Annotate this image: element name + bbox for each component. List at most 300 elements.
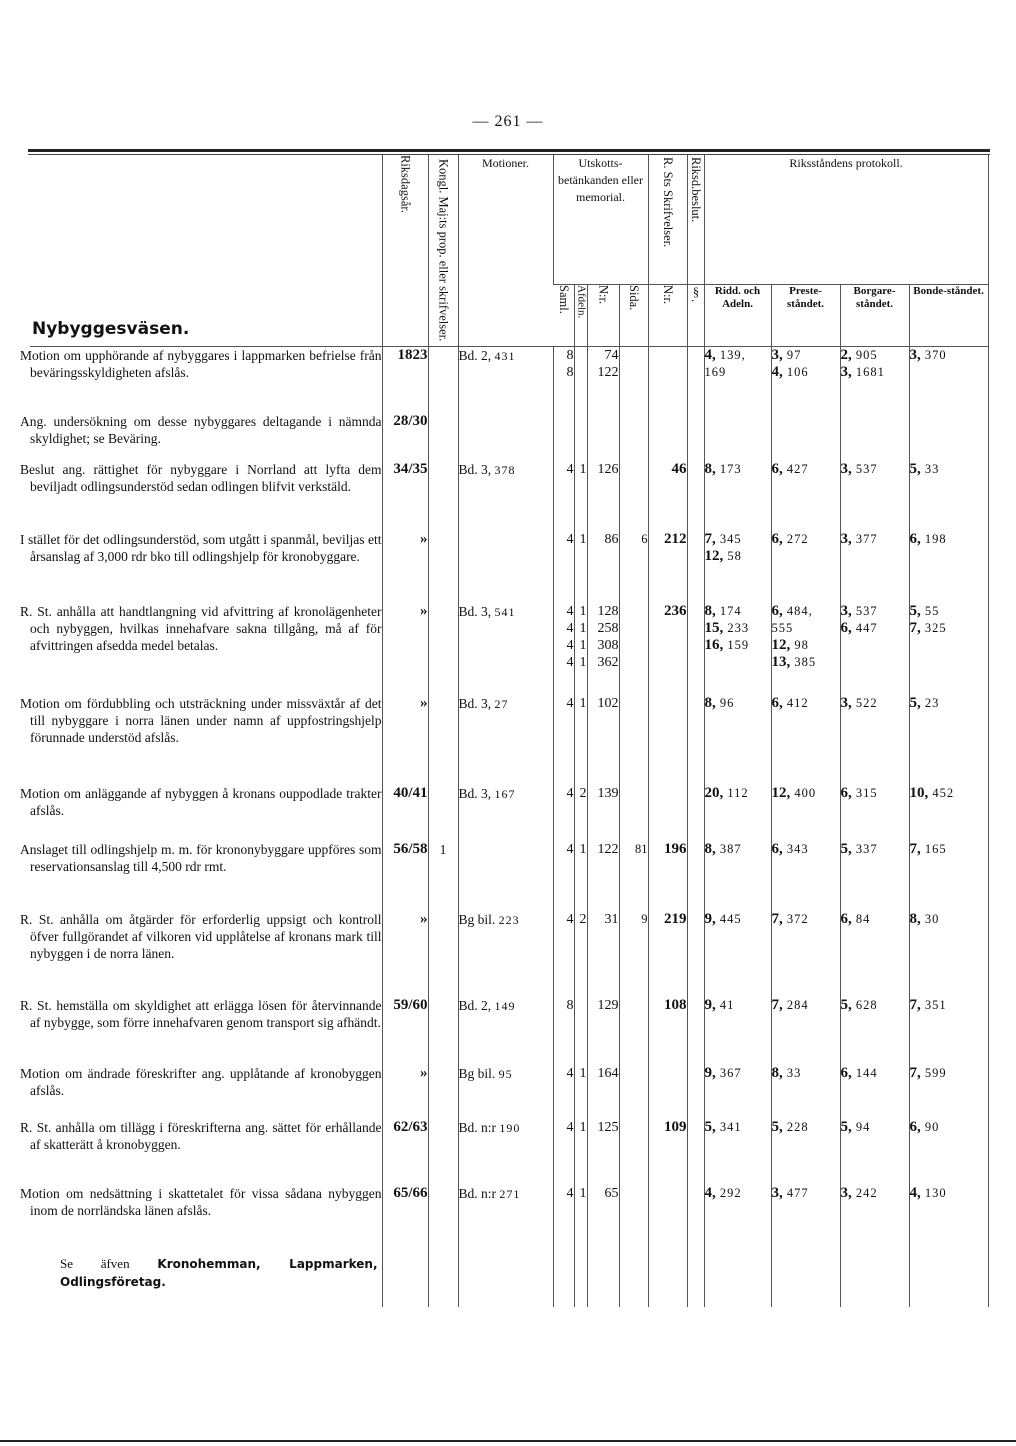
protocol-ref: 5, 628 [840,996,878,1013]
entry-description: R. St. anhålla att handtlangning vid afvittring af kronolägenheter och nybyggen, hvilkas innehafvare sakna tillgång, må af för afvittringen afsedda medel betalas. [20,603,382,653]
sida [619,1119,648,1185]
riksd-beslut [687,1185,704,1247]
saml [553,911,574,997]
empty-cell [840,1247,909,1307]
entry-description: Motion om fördubbling och utsträckning under missväxtår af det till nybyggare i norra länen under namn af uppfostringshjelp förunnade understöd afslås. [20,695,382,745]
kongl-prop [428,461,458,531]
preste-protokoll [771,1119,840,1185]
saml [553,785,574,841]
entry-description: Anslaget till odlingshjelp m. m. för krononybyggare uppföres som reservationsanslag till 4,500 rdr rmt. [20,841,382,874]
saml-value: 4 [566,1185,574,1201]
afdeln [574,413,587,461]
motion-ref: Bd. 3, 167 [458,785,553,841]
table-row [30,413,988,461]
ledger-table [20,155,989,1307]
header-borgare: Borgare-ståndet. [840,285,909,347]
ridd-protokoll [704,413,771,461]
see-also-links[interactable]: Kronohemman, Lappmarken, Odlingsföretag. [60,1256,378,1289]
table-row [30,531,988,603]
entry-description: Beslut ang. rättighet för nybyggare i Norrland att lyfta dem beviljadt odlingsunderstöd sedan odlingen blifvit verkstäld. [20,461,382,494]
empty-cell [619,1247,648,1307]
ridd-protokoll [704,785,771,841]
motion-ref: Bd. 2, 149 [458,997,553,1065]
protocol-ref: 12, 400 [771,784,817,801]
ridd-protokoll [704,695,771,785]
protocol-ref: 6, 484, [771,602,813,619]
protocol-ref: 8, 173 [704,460,742,477]
protocol-ref: 6, 315 [840,784,878,801]
riksdag-year: 28/30 [382,413,428,461]
protocol-ref: 10, 452 [909,784,955,801]
protocol-ref: 6, 272 [771,530,809,547]
saml-value: 4 [566,1119,574,1135]
nr-value: 65 [604,1185,619,1201]
betankande-nr [587,603,619,695]
saml-value: 4 [566,785,574,801]
riksd-beslut [687,531,704,603]
sida [619,997,648,1065]
riksdag-year: 34/35 [382,461,428,531]
header-protokoll: Riksståndens protokoll. [704,155,988,285]
see-also-row [30,1247,988,1307]
betankande-nr [587,461,619,531]
borgare-protokoll [840,785,909,841]
riksd-beslut [687,695,704,785]
bonde-protokoll [909,347,988,413]
riksdag-year: 62/63 [382,1119,428,1185]
protocol-ref: 6, 144 [840,1064,878,1081]
afdeln [574,841,587,911]
entry-description: Motion om anläggande af nybyggen å kronans ouppodlade trakter afslås. [20,785,382,818]
protocol-ref: 4, 292 [704,1184,742,1201]
protocol-ref: 4, 130 [909,1184,947,1201]
empty-cell [687,1247,704,1307]
empty-cell [587,1247,619,1307]
afdeln [574,1065,587,1119]
empty-cell [382,1247,428,1307]
afdeln-value: 1 [579,1065,587,1081]
riksd-beslut [687,997,704,1065]
afdeln [574,531,587,603]
ridd-protokoll [704,1119,771,1185]
entry-description: R. St. anhålla om åtgärder för erforderlig uppsigt och kontroll öfver fullgörandet af vilkoren vid upplåtelse af kronans mark till nybyggen i de norra länen. [20,911,382,961]
nr-value: 102 [597,695,619,711]
betankande-nr [587,911,619,997]
protocol-ref: 7, 351 [909,996,947,1013]
preste-protokoll [771,413,840,461]
protocol-ref: 5, 33 [909,460,940,477]
protocol-ref: 3, 370 [909,347,947,364]
protocol-ref: 6, 198 [909,530,947,547]
protocol-ref: 8, 33 [771,1064,802,1081]
saml [553,347,574,413]
skrifvelse-nr: 212 [648,531,687,603]
header-bonde: Bonde-ståndet. [909,285,988,347]
protocol-ref: 3, 377 [840,530,878,547]
nr-value: 122 [597,365,619,381]
protocol-ref: 4, 106 [771,364,809,381]
bonde-protokoll [909,413,988,461]
header-kongl-prop: Kongl. Maj:ts prop. eller skrifvelser. [428,155,458,347]
protocol-ref: 7, 345 [704,530,742,547]
motion-ref: Bd. 3, 27 [458,695,553,785]
kongl-prop [428,531,458,603]
nr-value: 122 [597,841,619,857]
sida: 81 [619,841,648,911]
header-motioner: Motioner. [458,155,553,347]
borgare-protokoll [840,841,909,911]
bonde-protokoll [909,531,988,603]
table-row [30,603,988,695]
motion-ref: Bd. n:r 271 [458,1185,553,1247]
afdeln-value: 2 [579,785,587,801]
ridd-protokoll [704,1185,771,1247]
protocol-ref: 13, 385 [771,653,817,670]
afdeln-value: 2 [579,911,587,927]
preste-protokoll [771,695,840,785]
header-ridd: Ridd. och Adeln. [704,285,771,347]
protocol-ref: 6, 84 [840,910,871,927]
kongl-prop [428,911,458,997]
afdeln-value: 1 [579,603,587,619]
riksdag-year: 65/66 [382,1185,428,1247]
riksd-beslut [687,1065,704,1119]
empty-cell [648,1247,687,1307]
borgare-protokoll [840,911,909,997]
entry-description: Motion om ändrade föreskrifter ang. upplåtande af kronobyggen afslås. [20,1065,382,1098]
bonde-protokoll [909,997,988,1065]
nr-value: 258 [597,620,619,636]
table-row [30,785,988,841]
preste-protokoll [771,603,840,695]
kongl-prop [428,695,458,785]
ridd-protokoll [704,347,771,413]
betankande-nr [587,841,619,911]
riksd-beslut [687,347,704,413]
afdeln-value: 1 [579,620,587,636]
sida [619,785,648,841]
skrifvelse-nr [648,413,687,461]
header-r-sts: R. Sts Skrifvelser. [648,155,687,285]
saml [553,695,574,785]
skrifvelse-nr [648,695,687,785]
entry-description: R. St. anhålla om tillägg i föreskrifterna ang. sättet för erhållande af skatterätt å kronobyggen. [20,1119,382,1152]
table-row [30,347,988,413]
protocol-ref: 8, 387 [704,840,742,857]
riksd-beslut [687,1119,704,1185]
sida [619,1185,648,1247]
entry-description: I stället för det odlingsunderstöd, som utgått i spanmål, beviljas ett årsanslag af 3,000 rdr bko till odlingshjelp för kronobyggare. [20,531,382,564]
protocol-ref: 5, 341 [704,1118,742,1135]
motion-ref: Bg bil. 95 [458,1065,553,1119]
nr-value: 86 [604,531,619,547]
saml [553,413,574,461]
bonde-protokoll [909,841,988,911]
kongl-prop [428,785,458,841]
riksdag-year: 59/60 [382,997,428,1065]
sida [619,695,648,785]
riksd-beslut [687,841,704,911]
riksdag-year: 1823 [382,347,428,413]
protocol-ref: 7, 284 [771,996,809,1013]
entry-description: R. St. hemställa om skyldighet att erlägga lösen för återvinnande af nybygge, som förre innehafvaren genom transport sig afhändt. [20,997,382,1030]
skrifvelse-nr: 108 [648,997,687,1065]
entry-description: Motion om nedsättning i skattetalet för vissa sådana nybyggen inom de norrländska länen afslås. [20,1185,382,1218]
protocol-ref: 9, 367 [704,1064,742,1081]
nr-value: 74 [604,348,619,364]
table-row [30,1185,988,1247]
bottom-rule [0,1440,1016,1442]
sida [619,1065,648,1119]
ridd-protokoll [704,841,771,911]
betankande-nr [587,785,619,841]
skrifvelse-nr: 236 [648,603,687,695]
protocol-ref: 12, 58 [704,547,742,564]
header-afdeln: Afdeln. [574,285,587,347]
protocol-ref: 7, 599 [909,1064,947,1081]
betankande-nr [587,413,619,461]
riksdag-year: » [382,531,428,603]
protocol-ref: 3, 537 [840,602,878,619]
ridd-protokoll [704,911,771,997]
protocol-ref: 6, 90 [909,1118,940,1135]
empty-cell [771,1247,840,1307]
header-par: §. [687,285,704,347]
riksdag-year: » [382,1065,428,1119]
header-preste: Preste-ståndet. [771,285,840,347]
afdeln-value: 1 [579,1185,587,1201]
motion-ref: Bd. n:r 190 [458,1119,553,1185]
protocol-ref: 5, 55 [909,602,940,619]
kongl-prop [428,347,458,413]
skrifvelse-nr [648,785,687,841]
ledger-body [20,347,988,1307]
afdeln-value: 1 [579,461,587,477]
kongl-prop [428,997,458,1065]
protocol-ref: 16, 159 [704,636,750,653]
protocol-ref: 6, 412 [771,694,809,711]
saml [553,997,574,1065]
nr-value: 139 [597,785,619,801]
betankande-nr [587,1065,619,1119]
preste-protokoll [771,347,840,413]
motion-ref [458,531,553,603]
bonde-protokoll [909,785,988,841]
saml [553,1185,574,1247]
afdeln [574,603,587,695]
riksd-beslut [687,785,704,841]
empty-cell [428,1247,458,1307]
saml-value: 4 [566,654,574,670]
afdeln [574,695,587,785]
nr-value: 164 [597,1065,619,1081]
betankande-nr [587,347,619,413]
afdeln [574,911,587,997]
borgare-protokoll [840,1065,909,1119]
afdeln [574,997,587,1065]
sida [619,347,648,413]
ridd-protokoll [704,1065,771,1119]
borgare-protokoll [840,997,909,1065]
saml [553,461,574,531]
saml-value: 4 [566,841,574,857]
afdeln-value: 1 [579,1119,587,1135]
preste-protokoll [771,461,840,531]
preste-protokoll [771,785,840,841]
borgare-protokoll [840,413,909,461]
nr-value: 308 [597,637,619,653]
protocol-ref: 5, 228 [771,1118,809,1135]
kongl-prop [428,603,458,695]
betankande-nr [587,1119,619,1185]
protocol-ref: 6, 343 [771,840,809,857]
borgare-protokoll [840,695,909,785]
header-riksd-beslut: Riksd.beslut. [687,155,704,285]
afdeln [574,785,587,841]
skrifvelse-nr: 109 [648,1119,687,1185]
riksd-beslut [687,911,704,997]
nr-value: 125 [597,1119,619,1135]
protocol-ref: 3, 522 [840,694,878,711]
table-row [30,841,988,911]
saml-value: 4 [566,1065,574,1081]
saml [553,531,574,603]
header-saml: Saml. [553,285,574,347]
protocol-ref: 3, 537 [840,460,878,477]
protocol-ref: 5, 337 [840,840,878,857]
header-sida: Sida. [619,285,648,347]
saml-value: 4 [566,531,574,547]
motion-ref: Bg bil. 223 [458,911,553,997]
riksd-beslut [687,603,704,695]
ridd-protokoll [704,603,771,695]
borgare-protokoll [840,1119,909,1185]
afdeln-value: 1 [579,841,587,857]
see-also-prefix: Se äfven [60,1255,130,1271]
motion-ref: Bd. 3, 541 [458,603,553,695]
see-also [30,1247,382,1307]
afdeln-value: 1 [579,637,587,653]
table-row [30,695,988,785]
nr-value: 126 [597,461,619,477]
bonde-protokoll [909,695,988,785]
borgare-protokoll [840,531,909,603]
table-row [30,1065,988,1119]
saml [553,841,574,911]
protocol-ref: 5, 23 [909,694,940,711]
preste-protokoll [771,531,840,603]
sida: 9 [619,911,648,997]
kongl-prop [428,413,458,461]
betankande-nr [587,695,619,785]
afdeln [574,1185,587,1247]
kongl-prop: 1 [428,841,458,911]
preste-protokoll [771,1065,840,1119]
protocol-ref: 20, 112 [704,784,749,801]
skrifvelse-nr [648,347,687,413]
header-utskotts: Utskotts-betänkanden eller memorial. [553,155,648,285]
motion-ref: Bd. 3, 378 [458,461,553,531]
kongl-prop [428,1119,458,1185]
top-rule [28,149,990,152]
bonde-protokoll [909,1185,988,1247]
protocol-ref: 8, 174 [704,602,742,619]
saml [553,1119,574,1185]
bonde-protokoll [909,1119,988,1185]
motion-ref: Bd. 2, 431 [458,347,553,413]
bonde-protokoll [909,1065,988,1119]
afdeln-value: 1 [579,695,587,711]
saml-value: 8 [566,997,574,1013]
skrifvelse-nr: 219 [648,911,687,997]
protocol-ref: 9, 445 [704,910,742,927]
saml-value: 4 [566,911,574,927]
protocol-ref: 555 [771,620,794,635]
section-title: Nybyggesväsen. [32,319,190,340]
saml-value: 4 [566,461,574,477]
preste-protokoll [771,1185,840,1247]
sida [619,461,648,531]
empty-cell [704,1247,771,1307]
riksd-beslut [687,461,704,531]
protocol-ref: 15, 233 [704,619,750,636]
betankande-nr [587,997,619,1065]
afdeln [574,461,587,531]
borgare-protokoll [840,347,909,413]
protocol-ref: 3, 242 [840,1184,878,1201]
saml-value: 8 [566,365,574,381]
afdeln-value: 1 [579,531,587,547]
saml-value: 4 [566,620,574,636]
empty-cell [909,1247,988,1307]
borgare-protokoll [840,603,909,695]
kongl-prop [428,1185,458,1247]
preste-protokoll [771,997,840,1065]
header-nr2: N:r. [648,285,687,347]
sida [619,603,648,695]
table-row [30,461,988,531]
afdeln [574,1119,587,1185]
riksdag-year: » [382,603,428,695]
page-number: — 261 — [472,113,544,130]
protocol-ref: 6, 427 [771,460,809,477]
nr-value: 128 [597,603,619,619]
empty-cell [458,1247,553,1307]
betankande-nr [587,531,619,603]
skrifvelse-nr [648,1185,687,1247]
skrifvelse-nr: 196 [648,841,687,911]
protocol-ref: 9, 41 [704,996,735,1013]
motion-ref [458,413,553,461]
entry-description: Motion om upphörande af nybyggares i lappmarken befrielse från beväringsskyldigheten afslås. [20,348,382,381]
protocol-ref: 3, 477 [771,1184,809,1201]
saml-value: 4 [566,695,574,711]
nr-value: 31 [604,911,619,927]
nr-value: 129 [597,997,619,1013]
protocol-ref: 3, 1681 [840,364,885,381]
afdeln-value: 1 [579,654,587,670]
betankande-nr [587,1185,619,1247]
ridd-protokoll [704,461,771,531]
protocol-ref: 8, 96 [704,694,735,711]
riksdag-year: 56/58 [382,841,428,911]
protocol-ref: 7, 372 [771,910,809,927]
saml-value: 4 [566,637,574,653]
table-row [30,997,988,1065]
protocol-ref: 5, 94 [840,1118,871,1135]
nr-value: 362 [597,654,619,670]
bonde-protokoll [909,911,988,997]
